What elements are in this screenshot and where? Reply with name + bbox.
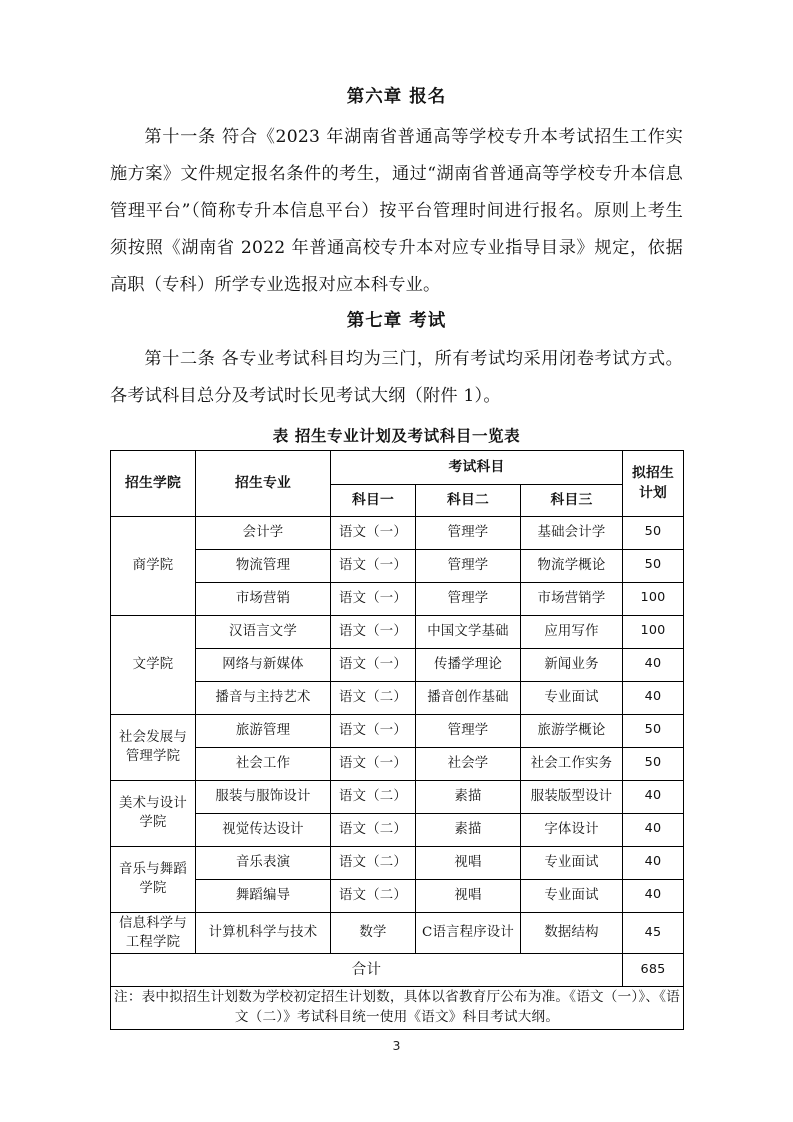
cell-plan: 40: [623, 648, 684, 681]
page-number: 3: [392, 1038, 401, 1053]
cell-subject-1: 语文（一）: [331, 714, 416, 747]
cell-subject-2: C语言程序设计: [416, 912, 521, 954]
cell-subject-1: 语文（一）: [331, 747, 416, 780]
cell-major: 视觉传达设计: [196, 813, 331, 846]
th-plan-line2: 计划: [639, 485, 668, 501]
cell-subject-1: 语文（一）: [331, 516, 416, 549]
cell-major: 社会工作: [196, 747, 331, 780]
cell-plan: 40: [623, 681, 684, 714]
cell-plan: 40: [623, 780, 684, 813]
chapter-six-paragraph: 第十一条 符合《2023 年湖南省普通高等学校专升本考试招生工作实施方案》文件规定报名条件的考生，通过“湖南省普通高等学校专升本信息管理平台”（简称专升本信息平台）按平台管理时间进行报名。原则上考生须按照《湖南省 2022 年普通高校专升本对应专业指导目录》规定，依据高职（专科）所学专业选报对应本科专业。: [110, 127, 683, 296]
cell-major: 服装与服饰设计: [196, 780, 331, 813]
cell-college: [111, 714, 196, 780]
cell-subject-1: 语文（一）: [331, 648, 416, 681]
cell-plan: 50: [623, 747, 684, 780]
table-row: [111, 912, 684, 954]
table-body: [111, 516, 684, 1029]
table-caption: 表 招生专业计划及考试科目一览表: [272, 425, 521, 445]
table-row: [111, 549, 684, 582]
cell-major: 旅游管理: [196, 714, 331, 747]
th-plan: [623, 450, 684, 516]
table-header-row-1: [111, 450, 684, 484]
table-row: [111, 813, 684, 846]
cell-subject-2: 管理学: [416, 714, 521, 747]
cell-subject-3: 物流学概论: [521, 549, 623, 582]
table-row: [111, 747, 684, 780]
cell-subject-2: 视唱: [416, 879, 521, 912]
cell-total-value: 685: [623, 954, 684, 987]
cell-subject-1: 语文（二）: [331, 846, 416, 879]
cell-subject-3: 服装版型设计: [521, 780, 623, 813]
table-row: [111, 846, 684, 879]
cell-subject-1: 语文（二）: [331, 780, 416, 813]
cell-subject-1: 语文（一）: [331, 582, 416, 615]
cell-subject-3: 专业面试: [521, 846, 623, 879]
table-header: [111, 450, 684, 516]
cell-college: [111, 912, 196, 954]
cell-subject-1: 语文（二）: [331, 879, 416, 912]
cell-subject-3: 字体设计: [521, 813, 623, 846]
cell-subject-3: 数据结构: [521, 912, 623, 954]
th-major: 招生专业: [196, 450, 331, 516]
chapter-seven-heading: 第七章 考试: [346, 311, 447, 332]
table-row: [111, 714, 684, 747]
cell-subject-1: 语文（一）: [331, 549, 416, 582]
table-row: [111, 615, 684, 648]
cell-plan: 100: [623, 615, 684, 648]
cell-major: 汉语言文学: [196, 615, 331, 648]
cell-subject-1: 数学: [331, 912, 416, 954]
cell-subject-1: 语文（二）: [331, 813, 416, 846]
cell-major: 舞蹈编导: [196, 879, 331, 912]
cell-plan: 50: [623, 714, 684, 747]
cell-subject-2: 视唱: [416, 846, 521, 879]
cell-major: 音乐表演: [196, 846, 331, 879]
admission-plan-table: [110, 450, 684, 1030]
table-row: [111, 879, 684, 912]
chapter-six-heading: 第六章 报名: [346, 87, 447, 107]
table-row: [111, 780, 684, 813]
cell-subject-3: 应用写作: [521, 615, 623, 648]
cell-subject-2: 素描: [416, 813, 521, 846]
th-subject-3: 科目三: [521, 484, 623, 516]
table-row: [111, 648, 684, 681]
cell-major: 播音与主持艺术: [196, 681, 331, 714]
table-note-row: [111, 987, 684, 1029]
cell-subject-1: 语文（一）: [331, 615, 416, 648]
cell-plan: 50: [623, 549, 684, 582]
cell-major: 市场营销: [196, 582, 331, 615]
table-row: [111, 582, 684, 615]
cell-plan: 100: [623, 582, 684, 615]
th-subject-1: 科目一: [331, 484, 416, 516]
cell-college: 文学院: [111, 615, 196, 714]
cell-subject-2: 中国文学基础: [416, 615, 521, 648]
cell-subject-3: 市场营销学: [521, 582, 623, 615]
cell-plan: 40: [623, 813, 684, 846]
cell-subject-2: 传播学理论: [416, 648, 521, 681]
cell-subject-2: 管理学: [416, 516, 521, 549]
cell-subject-1: 语文（二）: [331, 681, 416, 714]
cell-subject-3: 专业面试: [521, 681, 623, 714]
th-subject-2: 科目二: [416, 484, 521, 516]
table-row: [111, 681, 684, 714]
cell-college-line2: 工程学院: [125, 934, 181, 950]
table-row: [111, 516, 684, 549]
cell-subject-3: 专业面试: [521, 879, 623, 912]
cell-plan: 40: [623, 846, 684, 879]
page-content: [110, 84, 683, 1030]
th-subjects-group: 考试科目: [331, 450, 623, 484]
cell-subject-2: 素描: [416, 780, 521, 813]
cell-major: 网络与新媒体: [196, 648, 331, 681]
cell-total-label: 合计: [111, 954, 623, 987]
cell-college-line1: 美术与设计: [119, 795, 187, 811]
cell-college-line1: 音乐与舞蹈: [119, 861, 187, 877]
cell-college: 商学院: [111, 516, 196, 615]
cell-plan: 50: [623, 516, 684, 549]
cell-college: [111, 846, 196, 912]
cell-subject-2: 管理学: [416, 582, 521, 615]
cell-subject-2: 社会学: [416, 747, 521, 780]
cell-college: [111, 780, 196, 846]
cell-college-line1: 信息科学与: [119, 915, 187, 931]
cell-subject-3: 新闻业务: [521, 648, 623, 681]
cell-college-line2: 学院: [139, 815, 167, 830]
cell-major: 计算机科学与技术: [196, 912, 331, 954]
cell-college-line2: 管理学院: [125, 749, 181, 764]
cell-subject-2: 播音创作基础: [416, 681, 521, 714]
cell-plan: 45: [623, 912, 684, 954]
cell-major: 物流管理: [196, 549, 331, 582]
cell-table-note: 注：表中拟招生计划数为学校初定招生计划数，具体以省教育厅公布为准。《语文（一）》、《语文（二）》考试科目统一使用《语文》科目考试大纲。: [111, 987, 684, 1029]
th-college: 招生学院: [111, 450, 196, 516]
cell-college-line2: 学院: [139, 881, 167, 896]
cell-plan: 40: [623, 879, 684, 912]
chapter-seven-paragraph: 第十二条 各专业考试科目均为三门，所有考试均采用闭卷考试方式。各考试科目总分及考试时长见考试大纲（附件 1）。: [110, 348, 683, 406]
cell-major: 会计学: [196, 516, 331, 549]
th-plan-line1: 拟招生: [632, 465, 675, 481]
cell-subject-2: 管理学: [416, 549, 521, 582]
cell-subject-3: 基础会计学: [521, 516, 623, 549]
cell-subject-3: 旅游学概论: [521, 714, 623, 747]
cell-college-line1: 社会发展与: [119, 729, 187, 745]
table-total-row: [111, 954, 684, 987]
cell-subject-3: 社会工作实务: [521, 747, 623, 780]
